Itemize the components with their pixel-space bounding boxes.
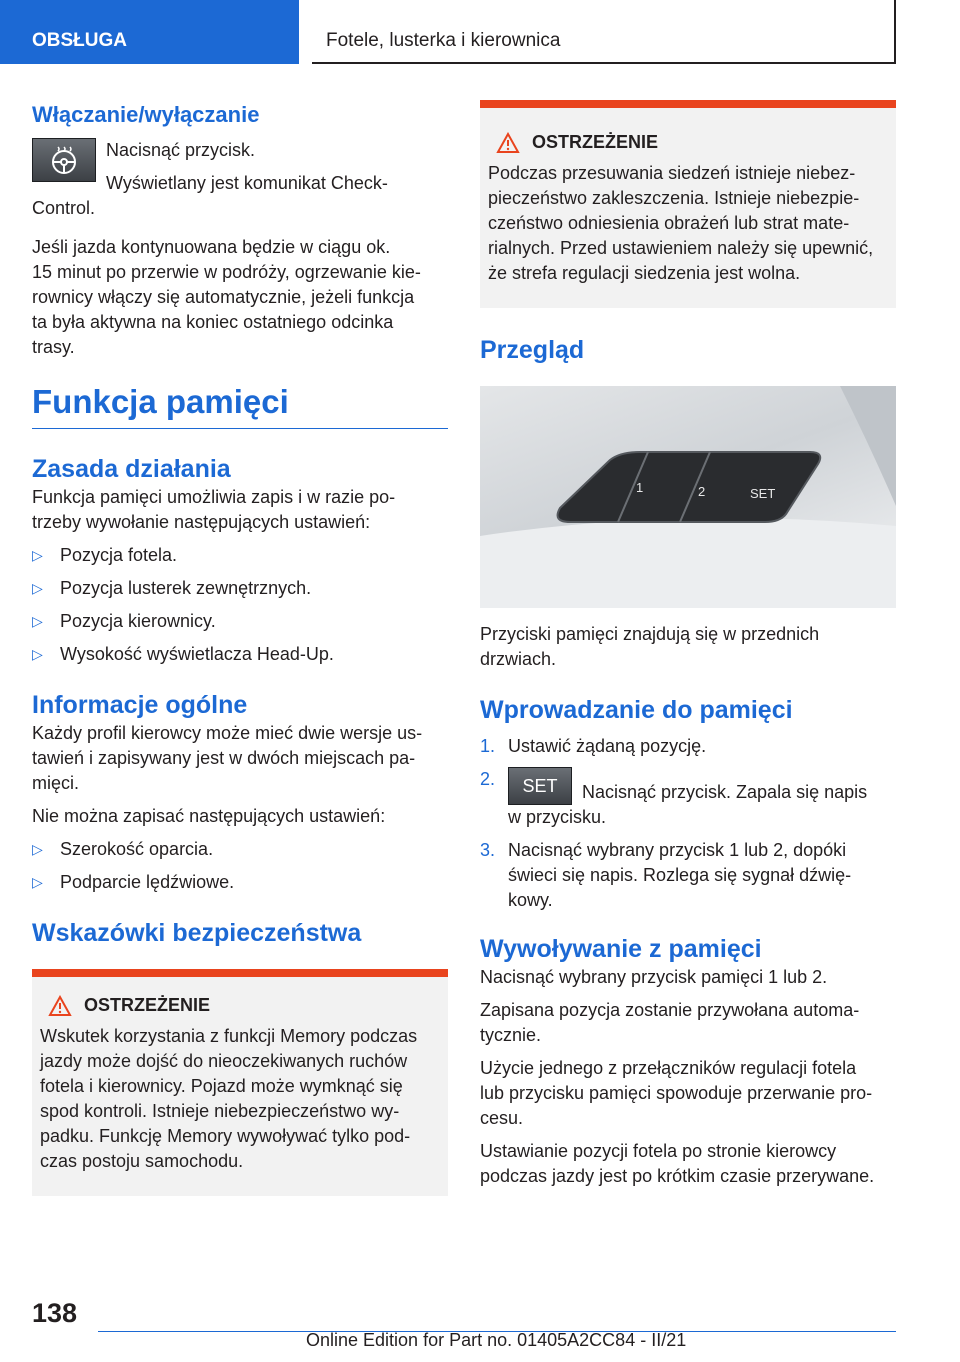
text-line: Przyciski pamięci znajdują się w przednich <box>480 624 820 644</box>
warning-triangle-icon <box>496 132 520 154</box>
text-line: lub przycisku pamięci spowoduje przerwanie pro- <box>480 1083 873 1103</box>
list-item <box>32 870 448 895</box>
page-number: 138 <box>32 1298 78 1328</box>
step-number: 1. <box>480 736 496 756</box>
recall-heading: Wywoływanie z pamięci <box>480 935 762 963</box>
triangle-bullet-icon: ▷ <box>32 580 43 596</box>
list-item-text: Pozycja lusterek zewnętrznych. <box>60 578 312 598</box>
store-heading: Wprowadzanie do pamięci <box>480 696 793 724</box>
warning-title: OSTRZEŻENIE <box>84 995 211 1015</box>
step-item <box>480 838 896 913</box>
text-line: mięci. <box>32 773 80 793</box>
heating-step-message: Wyświetlany jest komunikat Check- <box>106 173 388 193</box>
step-text: Nacisnąć wybrany przycisk 1 lub 2, dopóki <box>508 840 847 860</box>
list-item-text: Szerokość oparcia. <box>60 839 214 859</box>
step-item <box>480 767 896 830</box>
text-line: podczas jazdy jest po krótkim czasie przerywane. <box>480 1166 875 1186</box>
heating-step-press: Nacisnąć przycisk. <box>106 140 256 160</box>
warning-box-seat <box>480 100 896 308</box>
list-item <box>32 642 448 667</box>
text-line: ta była aktywna na koniec ostatniego odcinka <box>32 312 394 332</box>
step-text: Ustawić żądaną pozycję. <box>508 736 707 756</box>
text-line: 15 minut po przerwie w podróży, ogrzewanie kie- <box>32 262 421 282</box>
text-line: drzwiach. <box>480 649 557 669</box>
triangle-bullet-icon: ▷ <box>32 874 43 890</box>
step-text: w przycisku. <box>508 807 607 827</box>
steering-heat-icon <box>32 138 96 182</box>
text-line: fotela i kierownicy. Pojazd może wymknąć się <box>40 1076 403 1096</box>
list-item <box>32 837 448 862</box>
photo-button-set: SET <box>750 486 776 501</box>
principle-list <box>32 543 448 667</box>
step-number: 2. <box>480 769 496 789</box>
text-line: Podczas przesuwania siedzeń istnieje niebez- <box>488 163 856 183</box>
triangle-bullet-icon: ▷ <box>32 646 43 662</box>
text-line: cesu. <box>480 1108 524 1128</box>
text-line: Wskutek korzystania z funkcji Memory podczas <box>40 1026 418 1046</box>
principle-paragraph <box>32 485 448 535</box>
text-line: Ustawianie pozycji fotela po stronie kierowcy <box>480 1141 837 1161</box>
text-line: trzeby wywołanie następujących ustawień: <box>32 512 371 532</box>
warning-triangle-icon <box>48 995 72 1017</box>
edition-text: Online Edition for Part no. 01405A2CC84 - II/21 <box>306 1330 687 1350</box>
safety-heading: Wskazówki bezpieczeństwa <box>32 919 362 947</box>
step-item <box>480 734 896 759</box>
memory-function-heading: Funkcja pamięci <box>32 382 448 429</box>
text-line: rownicy włączy się automatycznie, jeżeli funkcja <box>32 287 415 307</box>
store-steps <box>480 734 896 913</box>
warning-title-row <box>40 993 440 1018</box>
photo-button-1: 1 <box>636 480 644 495</box>
list-item <box>32 609 448 634</box>
text-line: Funkcja pamięci umożliwia zapis i w razie po- <box>32 487 396 507</box>
chapter-title: Fotele, lusterka i kierownica <box>312 0 896 64</box>
heating-heading: Włączanie/wyłączanie <box>32 102 260 127</box>
step-number: 3. <box>480 840 496 860</box>
text-line: Zapisana pozycja zostanie przywołana automa- <box>480 1000 860 1020</box>
warning-box-memory <box>32 969 448 1196</box>
list-item <box>32 576 448 601</box>
general-info-heading: Informacje ogólne <box>32 691 248 719</box>
general-info-paragraph <box>32 721 448 796</box>
recall-paragraph-4 <box>480 1139 896 1189</box>
warning-text <box>40 1024 440 1174</box>
recall-paragraph-2 <box>480 998 896 1048</box>
recall-paragraph-1: Nacisnąć wybrany przycisk pamięci 1 lub 2. <box>480 967 828 987</box>
section-tab: OBSŁUGA <box>0 0 299 64</box>
list-item-text: Pozycja kierownicy. <box>60 611 216 631</box>
text-line: padku. Funkcję Memory wywoływać tylko pod- <box>40 1126 411 1146</box>
text-line: Każdy profil kierowcy może mieć dwie wersje us- <box>32 723 423 743</box>
text-line: jazdy może dojść do nieoczekiwanych ruchów <box>40 1051 408 1071</box>
triangle-bullet-icon: ▷ <box>32 841 43 857</box>
principle-heading: Zasada działania <box>32 455 231 483</box>
text-line: trasy. <box>32 337 75 357</box>
overview-heading: Przegląd <box>480 336 585 364</box>
list-item <box>32 543 448 568</box>
text-line: czas postoju samochodu. <box>40 1151 244 1171</box>
step-text: Nacisnąć przycisk. Zapala się napis <box>582 782 868 802</box>
warning-text <box>488 161 888 286</box>
recall-paragraph-3 <box>480 1056 896 1131</box>
text-line: tycznie. <box>480 1025 542 1045</box>
left-column <box>32 100 448 1196</box>
text-line: rialnych. Przed ustawieniem należy się upewnić, <box>488 238 874 258</box>
text-line: Użycie jednego z przełączników regulacji fotela <box>480 1058 857 1078</box>
photo-caption <box>480 622 896 672</box>
right-column <box>480 100 896 1189</box>
triangle-bullet-icon: ▷ <box>32 613 43 629</box>
set-button-icon: SET <box>508 767 572 805</box>
text-line: czeństwo odniesienia obrażeń lub strat mate- <box>488 213 850 233</box>
text-line: pieczeństwo zakleszczenia. Istnieje niebezpie- <box>488 188 860 208</box>
heating-instruction <box>32 138 448 196</box>
triangle-bullet-icon: ▷ <box>32 547 43 563</box>
text-line: tawień i zapisywany jest w dwóch miejscach pa- <box>32 748 416 768</box>
text-line: że strefa regulacji siedzenia jest wolna. <box>488 263 801 283</box>
text-line: spod kontroli. Istnieje niebezpieczeństwo wy- <box>40 1101 400 1121</box>
general-info-paragraph-2: Nie można zapisać następujących ustawień: <box>32 806 386 826</box>
photo-button-2: 2 <box>698 484 706 499</box>
text-line: Jeśli jazda kontynuowana będzie w ciągu ok. <box>32 237 391 257</box>
general-info-list <box>32 837 448 895</box>
list-item-text: Podparcie lędźwiowe. <box>60 872 235 892</box>
warning-title: OSTRZEŻENIE <box>532 132 659 152</box>
step-text: świeci się napis. Rozlega się sygnał dźwię- <box>508 865 852 885</box>
warning-title-row <box>488 130 888 155</box>
step-text: kowy. <box>508 890 553 910</box>
list-item-text: Wysokość wyświetlacza Head-Up. <box>60 644 334 664</box>
memory-buttons-photo <box>480 386 896 608</box>
heating-paragraph <box>32 235 448 360</box>
list-item-text: Pozycja fotela. <box>60 545 178 565</box>
heating-step-message-cont: Control. <box>32 198 96 218</box>
